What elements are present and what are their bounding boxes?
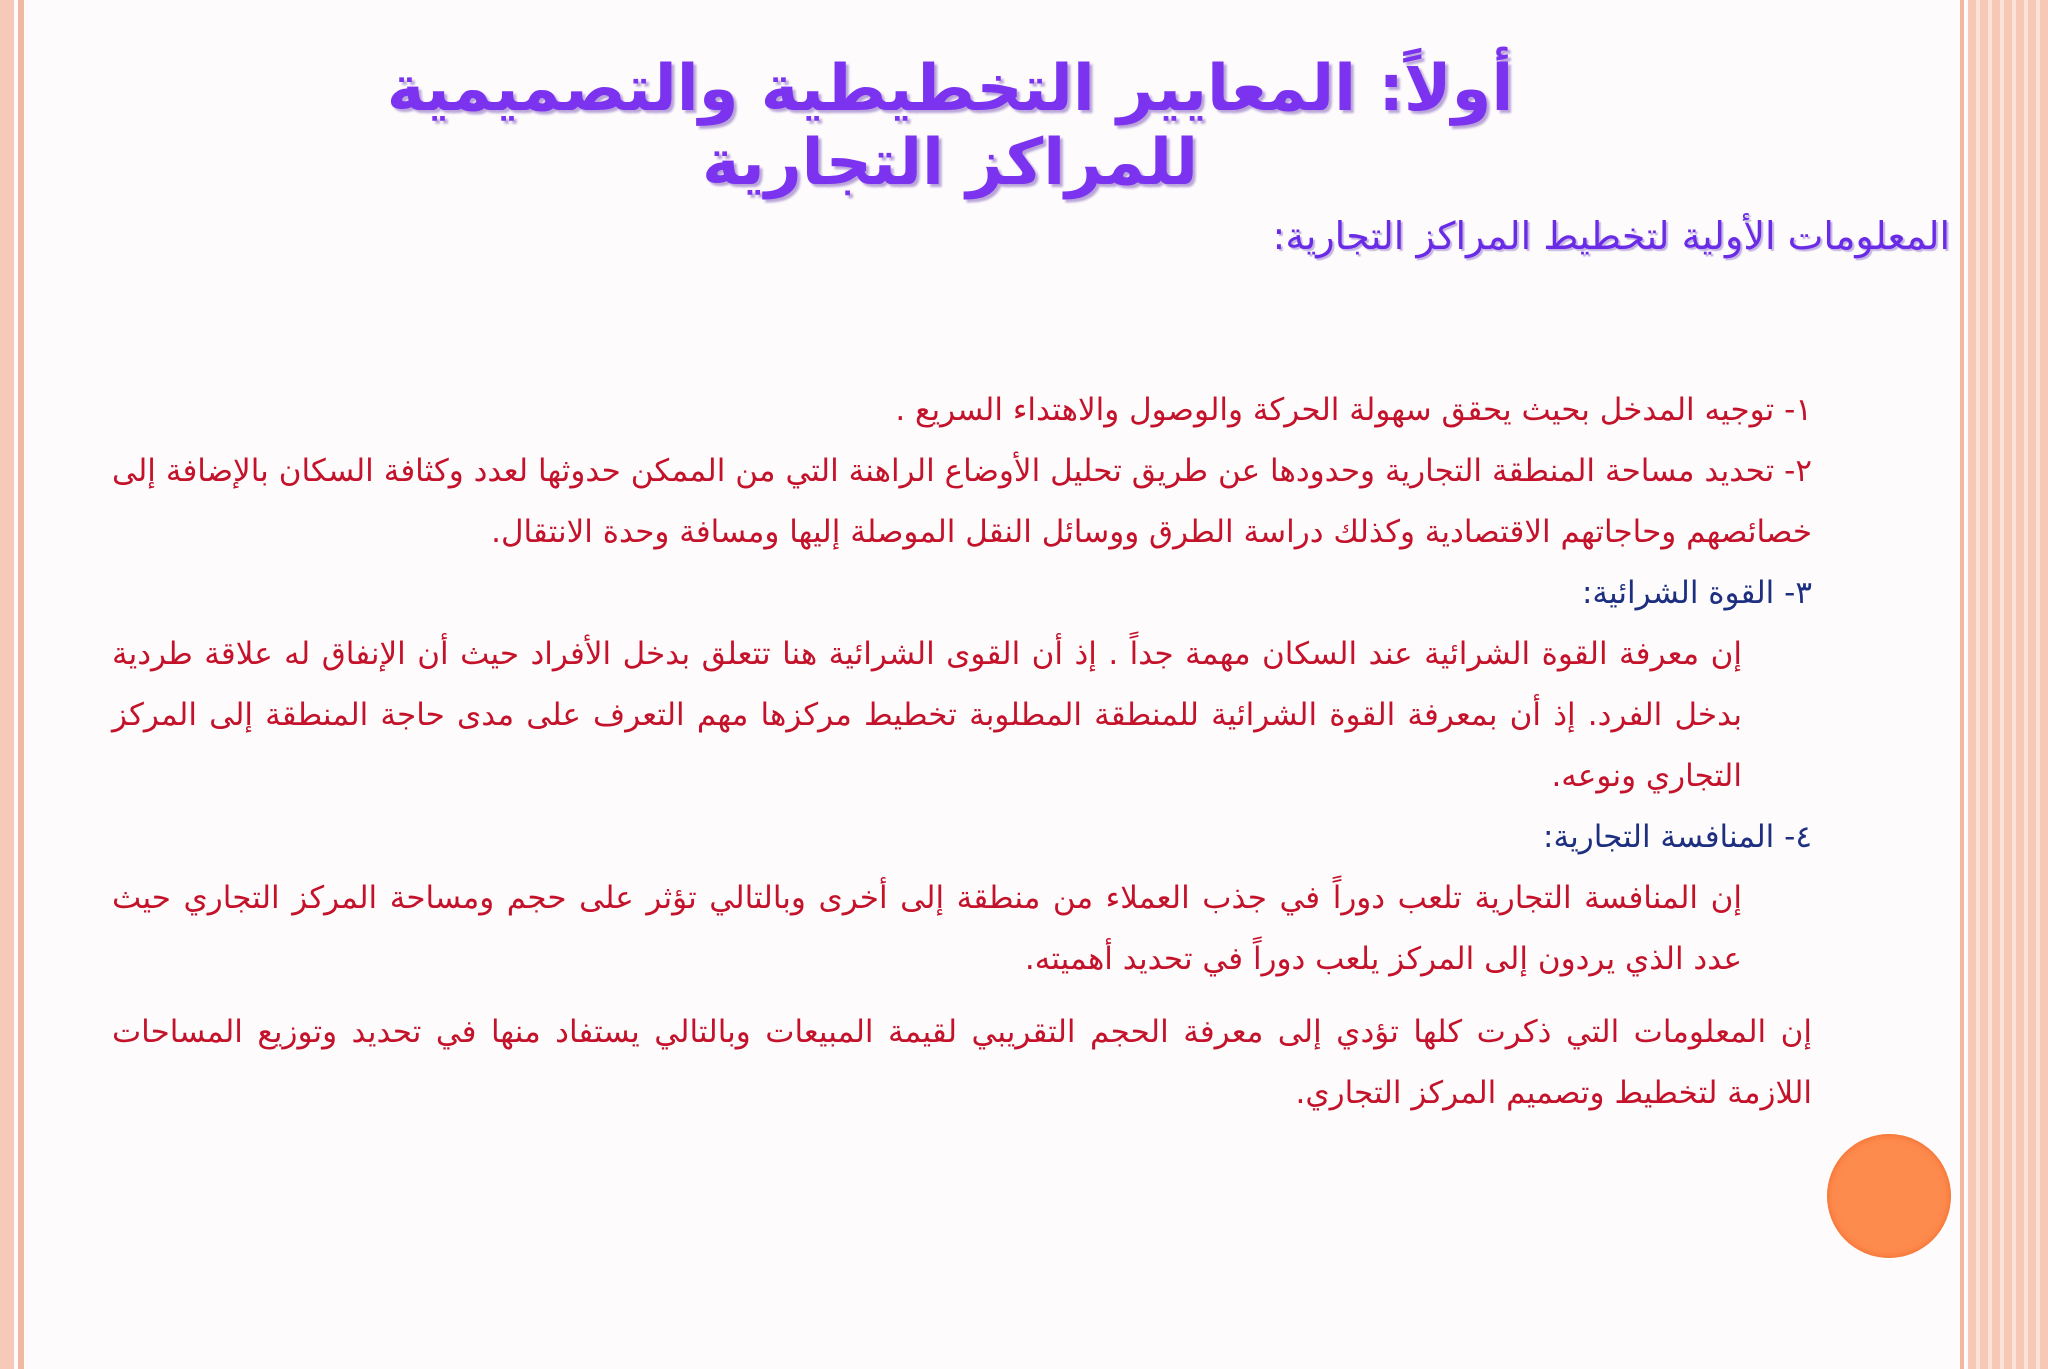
item-3-text: إن معرفة القوة الشرائية عند السكان مهمة جداً . إذ أن القوى الشرائية هنا تتعلق بدخل الأفراد حيث أن الإنفاق له علاقة طردية بدخل الفرد. إذ أن بمعرفة القوة الشرائية للمنطقة المطلوبة تخطيط مركزها مهم التعرف على مدى حاجة المنطقة إلى المركز التجاري ونوعه. (112, 636, 1742, 794)
left-border-decoration (0, 0, 14, 1369)
slide-body (112, 380, 1812, 1124)
orange-circle-decoration (1827, 1134, 1951, 1258)
slide-title: أولاً: المعايير التخطيطية والتصميمية للمراكز التجارية (386, 52, 1514, 200)
spacer (112, 990, 1812, 1002)
item-4-heading: ٤- المنافسة التجارية: (1543, 819, 1812, 855)
item-1: ١- توجيه المدخل بحيث يحقق سهولة الحركة والوصول والاهتداء السريع . (895, 392, 1812, 428)
right-stripes-decoration (1968, 0, 2048, 1369)
left-border-line (18, 0, 24, 1369)
conclusion-paragraph: إن المعلومات التي ذكرت كلها تؤدي إلى معرفة الحجم التقريبي لقيمة المبيعات وبالتالي يستفاد منها في تحديد وتوزيع المساحات اللازمة لتخطيط وتصميم المركز التجاري. (112, 1014, 1812, 1111)
item-3-heading: ٣- القوة الشرائية: (1581, 575, 1812, 611)
item-4-text: إن المنافسة التجارية تلعب دوراً في جذب العملاء من منطقة إلى أخرى وبالتالي تؤثر على حجم ومساحة المركز التجاري حيث عدد الذي يردون إلى المركز يلعب دوراً في تحديد أهميته. (112, 880, 1742, 977)
slide-subtitle: المعلومات الأولية لتخطيط المراكز التجارية: (1272, 214, 1950, 258)
right-border-line (1960, 0, 1964, 1369)
item-2: ٢- تحديد مساحة المنطقة التجارية وحدودها عن طريق تحليل الأوضاع الراهنة التي من الممكن حدوثها لعدد وكثافة السكان بالإضافة إلى خصائصهم وحاجاتهم الاقتصادية وكذلك دراسة الطرق ووسائل النقل الموصلة إليها ومسافة وحدة الانتقال. (112, 453, 1812, 550)
